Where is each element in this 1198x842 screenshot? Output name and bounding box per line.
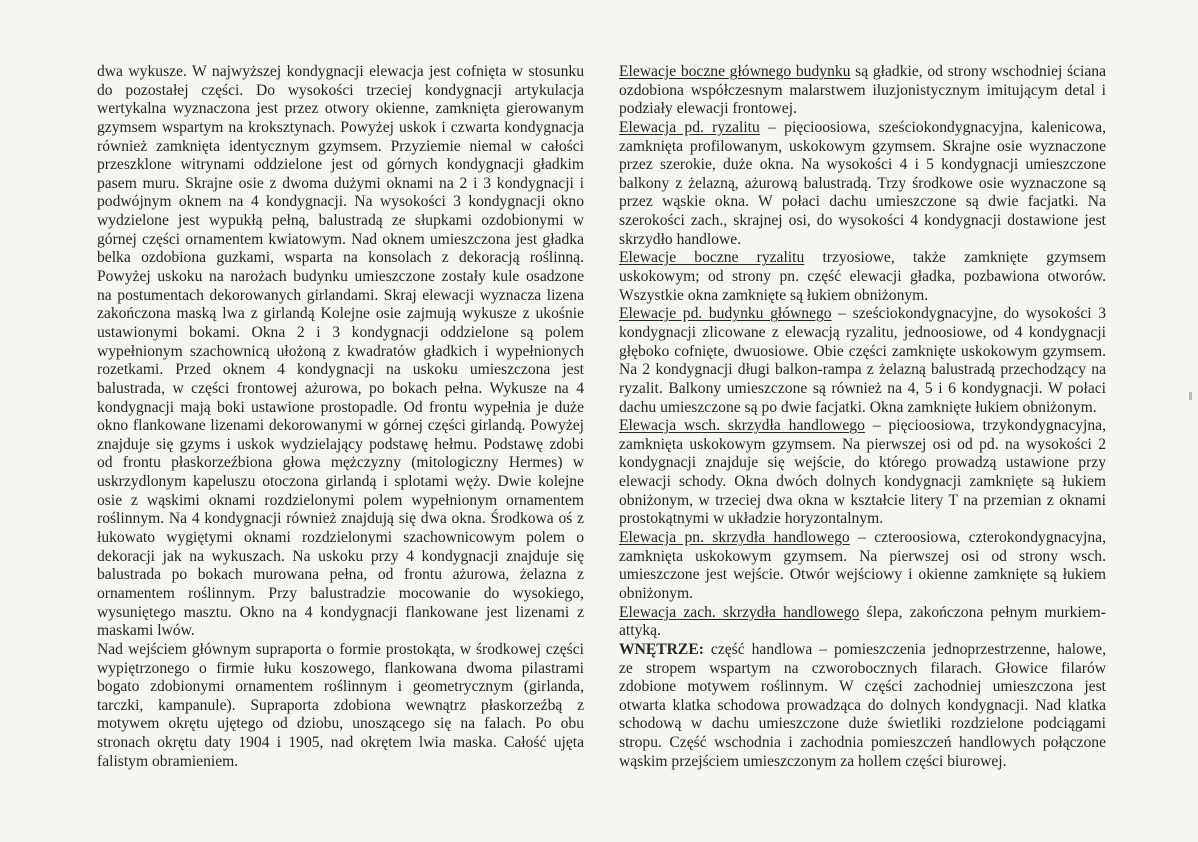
text-line xyxy=(97,156,584,175)
line-text: zakończona maską lwa z girlandą Kolejne osie zajmują wykusze z ukośnie xyxy=(97,305,584,323)
line-text: ozdobiona współczesnym malarstwem iluzjonistycznym imitującym detal i xyxy=(619,81,1106,99)
section-lead: Elewacja pn. skrzydła handlowego xyxy=(619,529,850,547)
line-text: Wszystkie okna zamknięte są łukiem obniżonym. xyxy=(619,286,929,304)
line-text: głęboko cofnięte, dwuosiowe. Obie części zamknięte uskokowym gzymsem. xyxy=(619,342,1106,360)
line-text: również zamknięta identycznym gzymsem. Przyziemie niemal w całości xyxy=(97,137,584,155)
line-text: wypełnionym szachownicą ułożoną z kwadratów gładkich i wypełnionych xyxy=(97,342,584,360)
paragraph xyxy=(619,641,1106,771)
text-line xyxy=(619,753,1106,772)
text-line xyxy=(619,548,1106,567)
text-line xyxy=(97,622,584,641)
line-text: wypiętrzonego o firmie łuku koszowego, flankowana dwoma pilastrami xyxy=(97,659,584,677)
text-line xyxy=(619,119,1106,138)
line-text: attyką. xyxy=(619,622,661,640)
line-text: do pozostałej części. Do wysokości trzeciej kondygnacji artykulacja xyxy=(97,81,584,99)
text-line xyxy=(97,436,584,455)
section-heading: WNĘTRZE: xyxy=(619,640,704,658)
text-line xyxy=(97,212,584,231)
line-text: są gładkie, od strony wschodniej ściana xyxy=(855,63,1106,80)
line-text: część handlowa – pomieszczenia jednoprzestrzenne, halowe, xyxy=(710,640,1106,658)
line-text: otwarta klatka schodowa prowadząca do dolnych kondygnacji. Nad klatka xyxy=(619,696,1106,714)
text-line xyxy=(97,231,584,250)
text-line xyxy=(619,324,1106,343)
text-line xyxy=(97,529,584,548)
section-lead: Elewacja zach. skrzydła handlowego xyxy=(619,603,860,621)
text-line xyxy=(97,734,584,753)
text-line xyxy=(619,156,1106,175)
line-text: zamknięta uskokowym gzymsem. Na pierwszej osi od strony wsch. xyxy=(619,547,1106,565)
text-line xyxy=(619,361,1106,380)
line-text: przez wąskie okna. W połaci dachu umieszczone są dwie facjatki. Na xyxy=(619,193,1106,211)
line-text: – pięcioosiowa, sześciokondygnacyjna, kalenicowa, xyxy=(768,118,1106,136)
line-text: osie z wąskimi oknami rozdzielonymi polem wypełnionym ornamentem xyxy=(97,491,584,509)
text-line xyxy=(619,436,1106,455)
text-line xyxy=(97,324,584,343)
line-text: wertykalna wyznaczona jest przez otwory okienne, zamknięta gierowanym xyxy=(97,100,584,118)
text-line xyxy=(97,399,584,418)
line-text: dachu umieszczone są po dwie facjatki. Okna zamknięte łukiem obniżonym. xyxy=(619,398,1097,416)
text-line xyxy=(619,734,1106,753)
text-line xyxy=(97,660,584,679)
line-text: Powyżej uskoku na narożach budynku umieszczone zostały kule osadzone xyxy=(97,268,584,286)
text-line xyxy=(619,82,1106,101)
line-text: – pięcioosiowa, trzykondygnacyjna, xyxy=(872,417,1107,435)
text-line xyxy=(619,417,1106,436)
line-text: – czteroosiowa, czterokondygnacyjna, xyxy=(858,529,1107,547)
line-text: podwójnym oknem na 4 kondygnacji. Na wysokości 3 kondygnacji okno xyxy=(97,193,584,211)
line-text: prostokątnymi w układzie horyzontalnym. xyxy=(619,510,884,528)
line-text: stropu. Część wschodnia i zachodnia pomieszczeń handlowych połączone xyxy=(619,734,1106,752)
line-text: okno flankowane lizenami dekorowanymi w górnej części girlandą. Powyżej xyxy=(97,417,584,435)
text-line xyxy=(619,678,1106,697)
text-line xyxy=(97,361,584,380)
section-lead: Elewacje boczne głównego budynku xyxy=(619,63,851,80)
text-line xyxy=(619,212,1106,231)
text-line xyxy=(97,417,584,436)
line-text: balustrada, w części frontowej ażurowa, po bokach pełna. Wykusze na 4 xyxy=(97,379,584,397)
text-line xyxy=(619,492,1106,511)
paragraph xyxy=(97,641,584,771)
text-line xyxy=(97,473,584,492)
line-text: tarczki, kampanule). Supraporta zdobiona wewnątrz płaskorzeźbą z xyxy=(97,696,584,714)
line-text: wysuniętego masztu. Okno na 4 kondygnacji flankowane jest lizenami z xyxy=(97,603,584,621)
line-text: wydzielone jest wypukłą pełną, balustradą ze słupkami ozdobionymi w xyxy=(97,212,584,230)
paragraph xyxy=(619,529,1106,604)
text-line xyxy=(97,604,584,623)
line-text: motywem okrętu ujętego od dziobu, unoszącego się na falach. Po obu xyxy=(97,715,584,733)
line-text: balkony z żelazną, ażurową balustradą. Trzy środkowe osie wyznaczone są xyxy=(619,174,1106,192)
text-line xyxy=(619,473,1106,492)
text-line xyxy=(97,454,584,473)
text-line xyxy=(619,63,1106,82)
paragraph xyxy=(619,604,1106,641)
line-text: górnej części ornamentem kwiatowym. Nad oknem umieszczona jest gładka xyxy=(97,230,584,248)
paragraph xyxy=(619,249,1106,305)
section-lead: Elewacja wsch. skrzydła handlowego xyxy=(619,417,865,435)
line-text: umieszczone jest wejście. Otwór wejściowy i okienne zamknięte są łukiem xyxy=(619,566,1106,584)
paragraph xyxy=(619,305,1106,417)
line-text: ustawionymi bokami. Okna 2 i 3 kondygnacji oddzielone są polem xyxy=(97,323,584,341)
line-text: gzymsem wspartym na kroksztynach. Powyżej uskok i czwarta kondygnacja xyxy=(97,118,584,136)
line-text: falistym obramieniem. xyxy=(97,752,239,770)
text-line xyxy=(97,343,584,362)
section-lead: Elewacja pd. ryzalitu xyxy=(619,118,760,136)
line-text: rozetkami. Przed oknem 4 kondygnacji na uskoku umieszczona jest xyxy=(97,361,584,379)
line-text: Nad wejściem głównym supraporta o formie prostokąta, w środkowej części xyxy=(97,640,584,658)
line-text: uskrzydlonym kapeluszu otoczona girlandą i splotami węży. Dwie kolejne xyxy=(97,473,584,491)
text-line xyxy=(97,287,584,306)
text-line xyxy=(619,138,1106,157)
text-line xyxy=(619,697,1106,716)
text-line xyxy=(97,193,584,212)
text-line xyxy=(97,510,584,529)
text-line xyxy=(97,566,584,585)
text-line xyxy=(619,660,1106,679)
text-line xyxy=(97,138,584,157)
text-line xyxy=(97,100,584,119)
line-text: elewacji schody. Okna dwóch dolnych kondygnacji zamknięte są łukiem xyxy=(619,473,1106,491)
text-line xyxy=(619,287,1106,306)
line-text: skrzydło handlowe. xyxy=(619,230,742,248)
line-text: obniżonym. xyxy=(619,584,694,602)
text-line xyxy=(619,305,1106,324)
line-text: maskami lwów. xyxy=(97,622,195,640)
line-text: – sześciokondygnacyjne, do wysokości 3 xyxy=(838,305,1106,323)
text-line xyxy=(97,492,584,511)
line-text: obniżonym, w trzeciej dwa okna w kształcie litery T na przemian z oknami xyxy=(619,491,1106,509)
line-text: łukowato wygiętymi oknami rozdzielonymi szachownicowym polem o xyxy=(97,529,584,547)
text-line xyxy=(97,268,584,287)
line-text: podziały elewacji frontowej. xyxy=(619,100,797,118)
text-line xyxy=(619,343,1106,362)
text-line xyxy=(619,268,1106,287)
paragraph xyxy=(619,63,1106,119)
line-text: szerokości zach., skrajnej osi, do wysokości 4 kondygnacji dostawione jest xyxy=(619,212,1106,230)
text-line xyxy=(619,454,1106,473)
text-line xyxy=(619,566,1106,585)
text-line xyxy=(619,622,1106,641)
text-line xyxy=(97,175,584,194)
line-text: od frontu płaskorzeźbiona głowa mężczyzny (mitologiczny Hermes) w xyxy=(97,454,584,472)
line-text: Na 2 kondygnacji długi balkon-rampa z żelazną balustradą przechodzący na xyxy=(619,361,1106,379)
paragraph xyxy=(619,119,1106,249)
line-text: kondygnacji znajduje się wejście, do którego prowadzą ustawione przy xyxy=(619,454,1106,472)
section-lead: Elewacje boczne ryzalitu xyxy=(619,249,805,267)
line-text: zamknięta profilowanym, uskokowym gzymsem. Skrajne osie wyznaczone xyxy=(619,137,1106,155)
text-line xyxy=(619,529,1106,548)
line-text: zamknięta uskokowym gzymsem. Na pierwszej osi od pd. na wysokości 2 xyxy=(619,435,1106,453)
line-text: schodową w dachu umieszczone duże świetliki rozdzielone podciągami xyxy=(619,715,1106,733)
line-text: zdobione motywem roślinnym. W części zachodniej umieszczona jest xyxy=(619,678,1106,696)
text-line xyxy=(97,82,584,101)
text-line xyxy=(619,231,1106,250)
text-line xyxy=(97,585,584,604)
text-line xyxy=(97,249,584,268)
line-text: ornamentem roślinnym. Przy balustradzie mocowanie do wysokiego, xyxy=(97,584,584,602)
text-line xyxy=(619,100,1106,119)
paragraph xyxy=(97,63,584,641)
line-text: balustrada po bokach murowana pełna, od frontu ażurowa, żelazna z xyxy=(97,566,584,584)
section-lead: Elewacje pd. budynku głównego xyxy=(619,305,832,323)
text-line xyxy=(619,641,1106,660)
text-line xyxy=(97,715,584,734)
text-line xyxy=(619,510,1106,529)
line-text: roślinnym. Na 4 kondygnacji również znajdują się dwa okna. Środkowa oś z xyxy=(97,510,584,528)
line-text: znajduje się gzyms i uskok wydzielający podstawę hełmu. Podstawę zdobi xyxy=(97,435,584,453)
line-text: na postumentach dekorowanych girlandami. Skraj elewacji wyznacza lizena xyxy=(97,286,584,304)
text-line xyxy=(97,641,584,660)
text-line xyxy=(619,249,1106,268)
text-line xyxy=(97,678,584,697)
text-line xyxy=(97,305,584,324)
paragraph xyxy=(619,417,1106,529)
line-text: ze stropem wspartym na czworobocznych filarach. Głowice filarów xyxy=(619,659,1106,677)
line-text: wąskim przejściem umieszczonym za hollem części biurowej. xyxy=(619,752,1007,770)
line-text: belka ozdobiona guzkami, wsparta na konsolach z dekoracją roślinną. xyxy=(97,249,584,267)
text-line xyxy=(619,585,1106,604)
text-line xyxy=(97,380,584,399)
text-line xyxy=(619,380,1106,399)
line-text: bogato zdobionymi ornamentem roślinnym i geometrycznym (girlanda, xyxy=(97,678,584,696)
text-line xyxy=(97,119,584,138)
text-line xyxy=(619,193,1106,212)
line-text: ryzalit. Balkony umieszczone są również na 4, 5 i 6 kondygnacji. W połaci xyxy=(619,379,1106,397)
line-text: kondygnacji zlicowane z elewacją ryzalitu, jednoosiowe, od 4 kondygnacji xyxy=(619,323,1106,341)
right-text-column xyxy=(619,63,1106,771)
line-text: stronach okrętu daty 1904 i 1905, nad okrętem lwia maska. Całość ujęta xyxy=(97,734,584,752)
line-text: dekoracji jak na wykuszach. Na uskoku przy 4 kondygnacji znajduje się xyxy=(97,547,584,565)
line-text: ślepa, zakończona pełnym murkiem- xyxy=(866,603,1107,621)
line-text: pasem muru. Skrajne osie z dwoma dużymi oknami na 2 i 3 kondygnacji i xyxy=(97,174,584,192)
text-line xyxy=(97,63,584,82)
text-line xyxy=(97,548,584,567)
scan-mark xyxy=(1189,392,1192,400)
line-text: dwa wykusze. W najwyższej kondygnacji elewacja jest cofnięta w stosunku xyxy=(97,63,584,80)
text-line xyxy=(97,697,584,716)
line-text: kondygnacji mają boki ustawione prostopadle. Od frontu wypełnia je duże xyxy=(97,398,584,416)
line-text: trzyosiowe, także zamknięte gzymsem xyxy=(822,249,1106,267)
line-text: uskokowym; od strony pn. część elewacji gładka, pozbawiona otworów. xyxy=(619,268,1106,286)
text-line xyxy=(619,604,1106,623)
text-line xyxy=(619,715,1106,734)
text-line xyxy=(619,175,1106,194)
line-text: przez szerokie, duże okna. Na wysokości 4 i 5 kondygnacji umieszczone xyxy=(619,156,1106,174)
line-text: przeszklone witrynami oddzielone jest od górnych kondygnacji gładkim xyxy=(97,156,584,174)
text-line xyxy=(97,753,584,772)
text-line xyxy=(619,399,1106,418)
left-text-column xyxy=(97,63,584,771)
